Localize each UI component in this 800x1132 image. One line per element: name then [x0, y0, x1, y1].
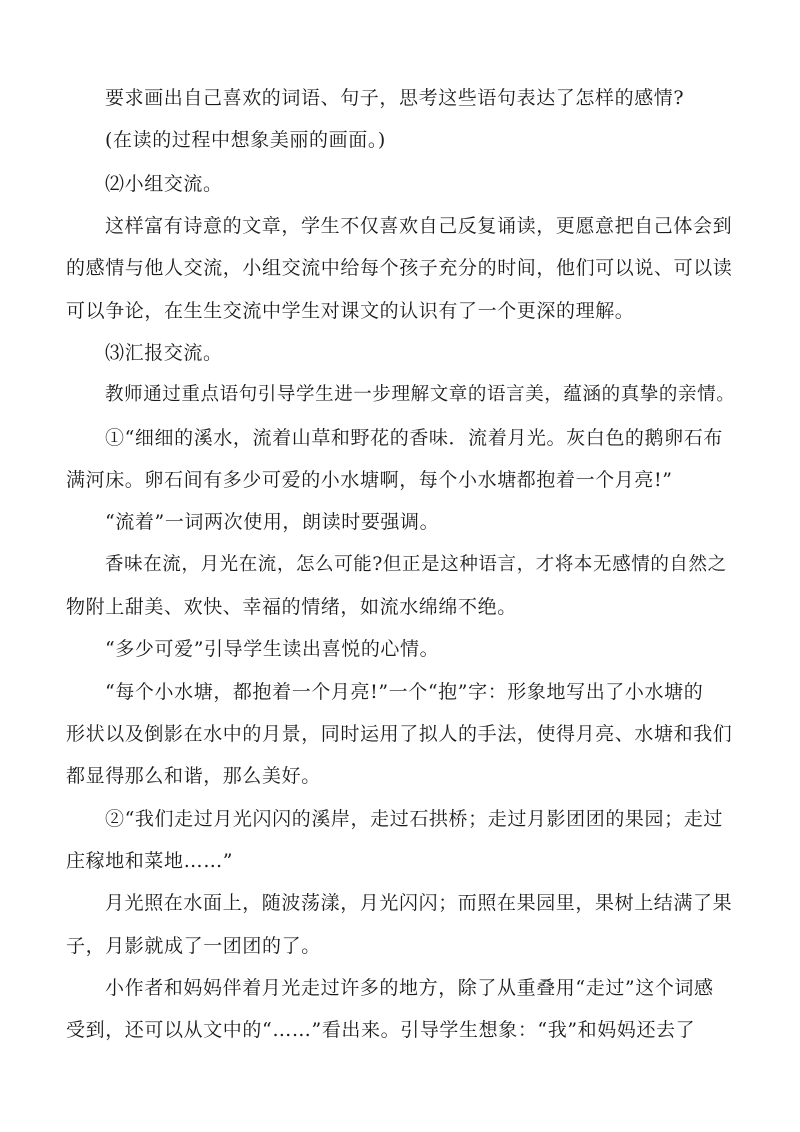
text-line: ①“细细的溪水，流着山草和野花的香味．流着月光。灰白色的鹅卵石布 — [105, 427, 723, 449]
text-line: 小作者和妈妈伴着月光走过许多的地方，除了从重叠用“走过”这个词感 — [105, 977, 714, 999]
text-line: ⑶汇报交流。 — [105, 342, 223, 364]
text-line: “流着”一词两次使用，朗读时要强调。 — [105, 511, 440, 533]
text-line: 受到，还可以从文中的“……”看出来。引导学生想象：“我”和妈妈还去了 — [66, 1019, 696, 1041]
text-line: 香味在流，月光在流，怎么可能?但正是这种语言，才将本无感情的自然之 — [105, 554, 727, 575]
text-line: 物附上甜美、欢快、幸福的情绪，如流水绵绵不绝。 — [66, 596, 517, 618]
text-line: 子，月影就成了一团团的了。 — [66, 935, 321, 957]
text-line: (在读的过程中想象美丽的画面。) — [105, 129, 386, 151]
text-line: 庄稼地和菜地……” — [66, 850, 234, 872]
text-line: 形状以及倒影在水中的月景，同时运用了拟人的手法，使得月亮、水塘和我们 — [66, 723, 733, 745]
text-line: 可以争论，在生生交流中学生对课文的认识有了一个更深的理解。 — [66, 300, 635, 322]
text-line: 满河床。卵石间有多少可爱的小水塘啊，每个小水塘都抱着一个月亮!” — [66, 469, 673, 491]
text-line: ⑵小组交流。 — [105, 173, 223, 195]
text-line: 教师通过重点语句引导学生进一步理解文章的语言美，蕴涵的真挚的亲情。 — [105, 384, 736, 405]
text-line: 的感情与他人交流，小组交流中给每个孩子充分的时间，他们可以说、可以读 — [66, 257, 733, 279]
text-line: ②“我们走过月光闪闪的溪岸，走过石拱桥；走过月影团团的果园；走过 — [105, 808, 723, 830]
text-line: 都显得那么和谐，那么美好。 — [66, 765, 321, 787]
text-line: 要求画出自己喜欢的词语、句子，思考这些语句表达了怎样的感情? — [105, 87, 685, 109]
text-line: 月光照在水面上，随波荡漾，月光闪闪；而照在果园里，果树上结满了果 — [105, 892, 733, 914]
text-line: 这样富有诗意的文章，学生不仅喜欢自己反复诵读，更愿意把自己体会到 — [105, 215, 733, 237]
text-line: “每个小水塘，都抱着一个月亮!”一个“抱”字：形象地写出了小水塘的 — [105, 681, 704, 703]
text-line: “多少可爱”引导学生读出喜悦的心情。 — [105, 638, 440, 660]
